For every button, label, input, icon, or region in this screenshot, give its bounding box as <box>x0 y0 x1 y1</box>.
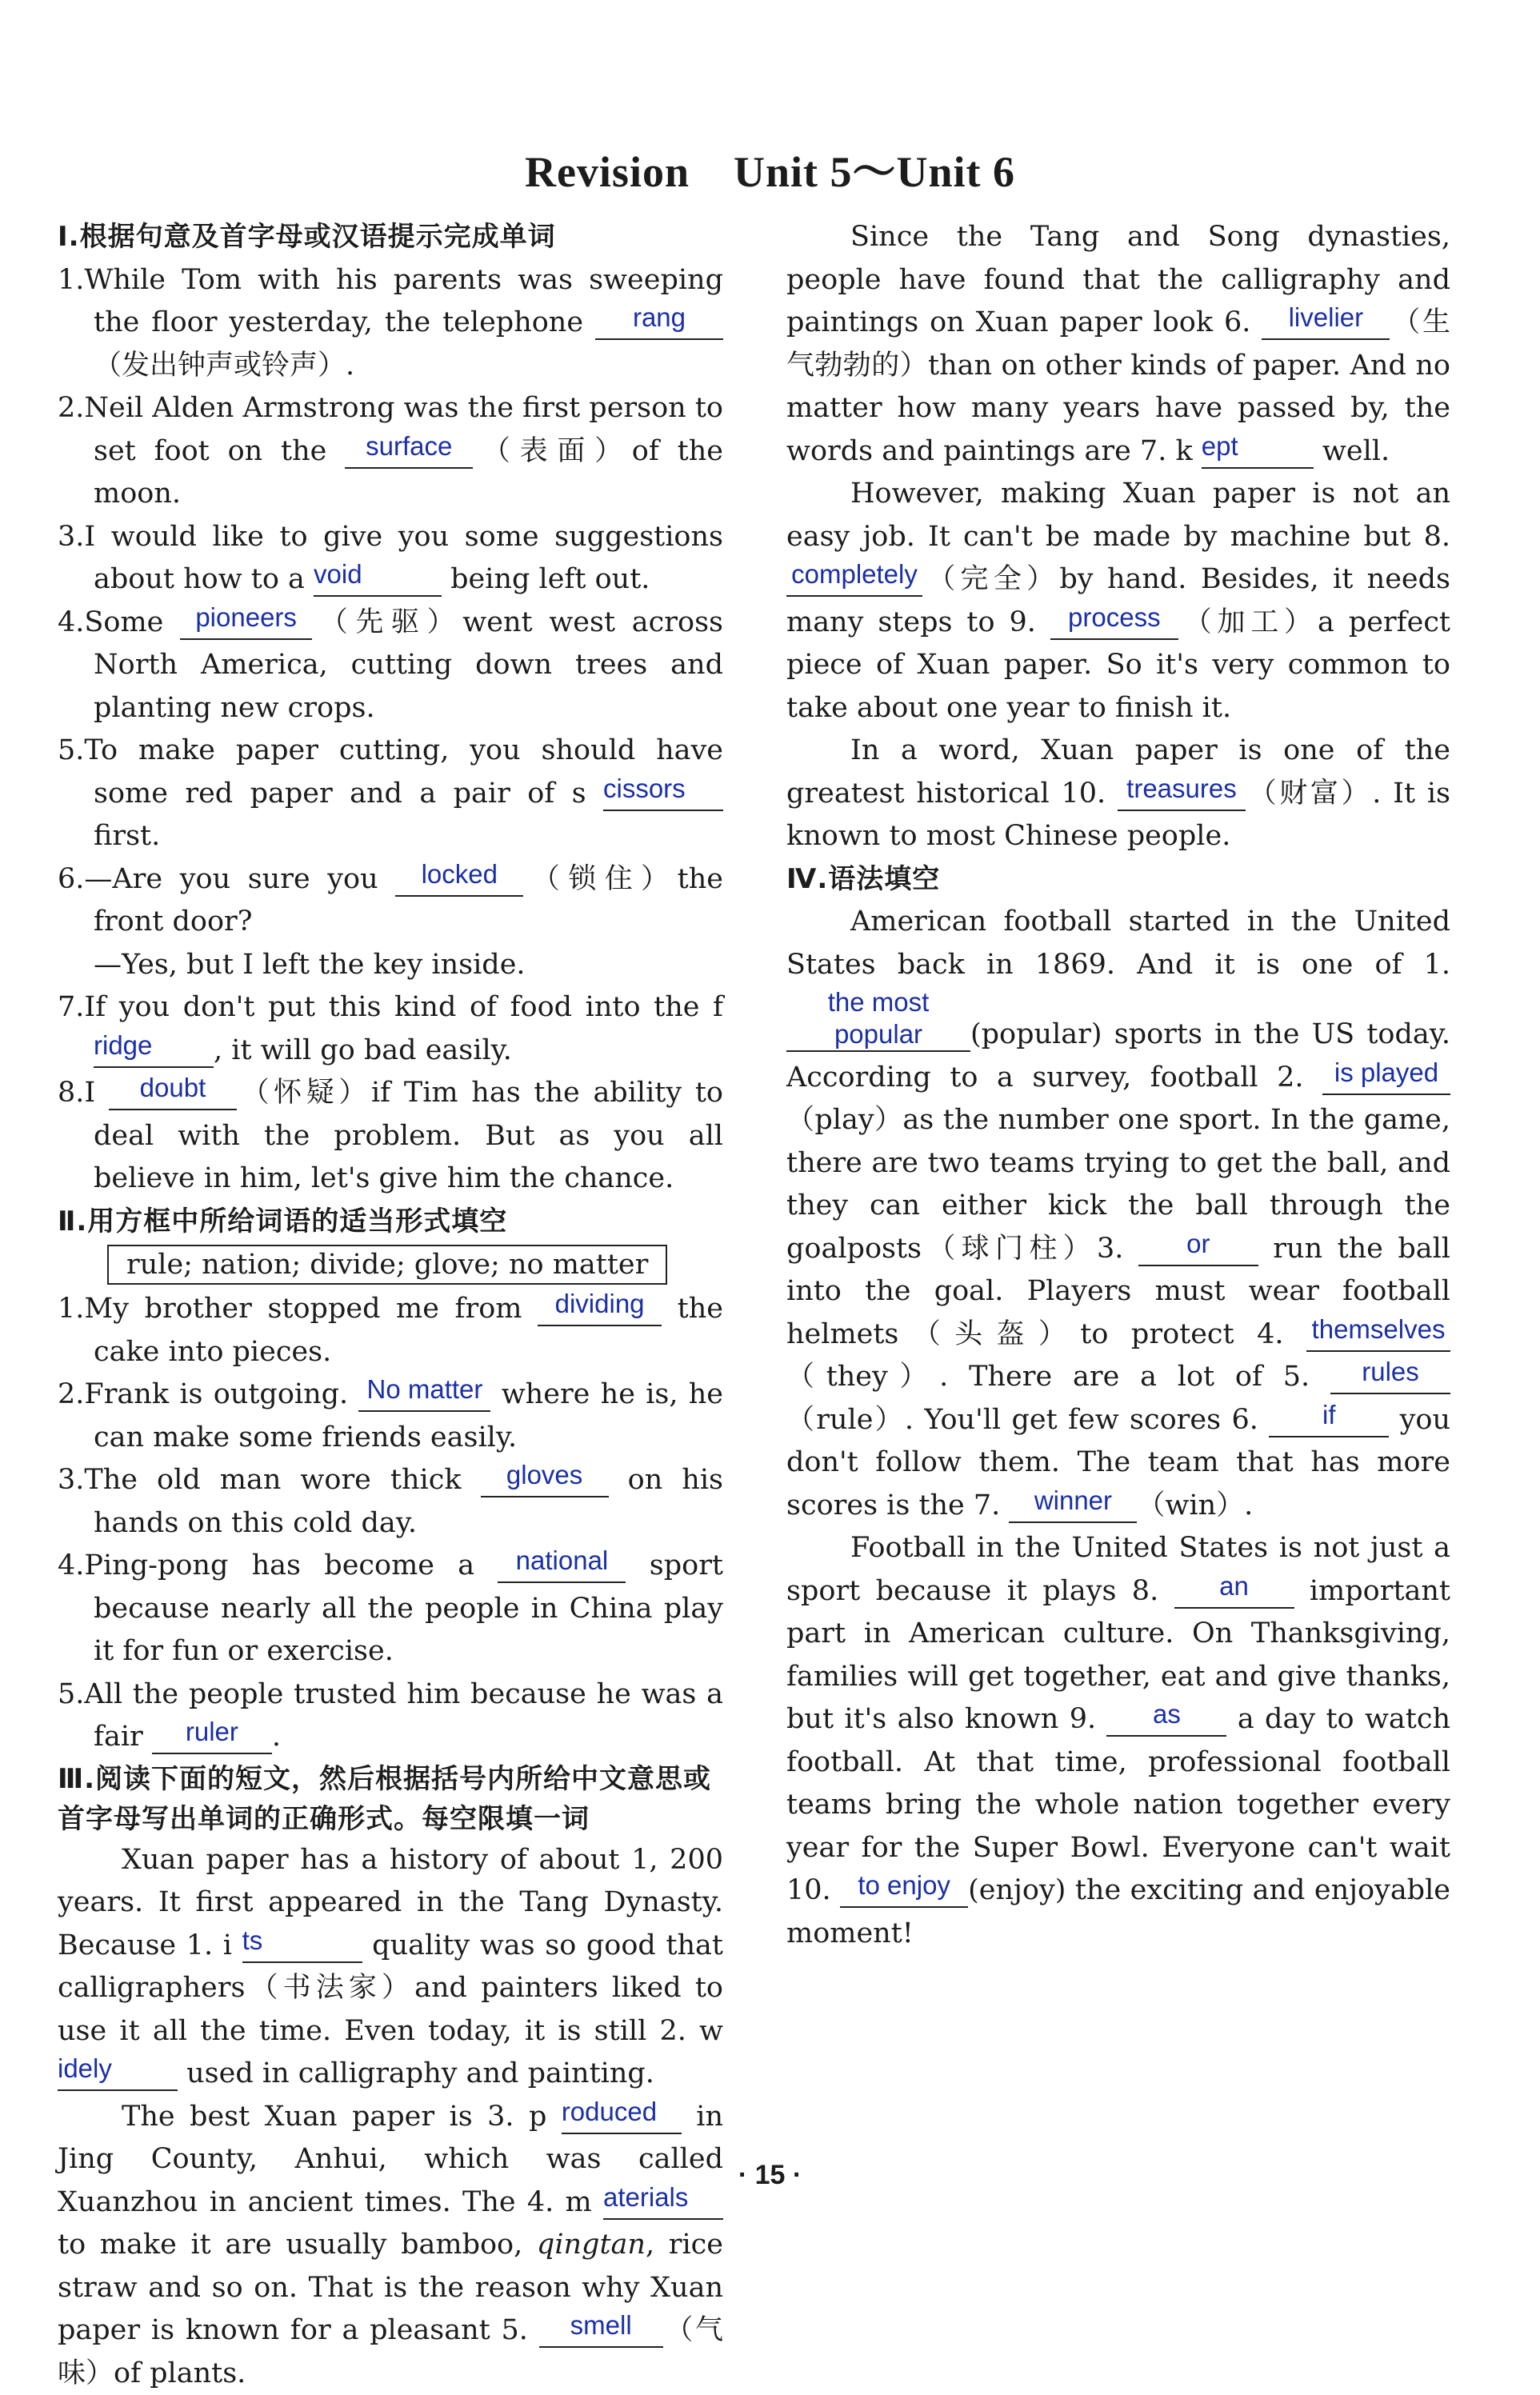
s1-question-7: 7.If you don't put this kind of food into the f ridge , it will go bad easily. <box>58 986 723 1072</box>
answer-blank[interactable]: process <box>1068 602 1161 632</box>
answer-blank[interactable]: surface <box>366 431 452 461</box>
s3-paragraph-2-start: The best Xuan paper is 3. p roduced in Jing County, Anhui, which was called Xuanzhou in ancient times. The 4. m aterials to make it are usually bamboo, qingtan, rice straw and so on. That is the reason why Xuan paper is known for a pleasant 5. smell （气味）of plants. <box>58 2096 723 2395</box>
answer-blank[interactable]: idely <box>58 2053 112 2083</box>
s3-paragraph-1: Xuan paper has a history of about 1, 200 years. It first appeared in the Tang Dynasty. Because 1. i ts quality was so good that calligraphers（书法家）and painters liked to use it all the time. Even today, it is still 2. w idely used in calligraphy and painting. <box>58 1839 723 2096</box>
s2-question-3: 3.The old man wore thick gloves on his hands on this cold day. <box>58 1459 723 1545</box>
answer-blank[interactable]: the most popular <box>828 987 930 1049</box>
s2-question-1: 1.My brother stopped me from dividing the cake into pieces. <box>58 1288 723 1373</box>
answer-blank[interactable]: gloves <box>506 1460 582 1489</box>
answer-blank[interactable]: smell <box>570 2310 632 2340</box>
answer-blank[interactable]: doubt <box>140 1073 206 1102</box>
answer-blank[interactable]: No matter <box>367 1374 483 1404</box>
section4-heading: Ⅳ.语法填空 <box>786 858 1450 902</box>
left-column <box>58 216 723 2395</box>
answer-blank[interactable]: cissors <box>603 774 686 803</box>
answer-blank[interactable]: completely <box>791 559 918 589</box>
answer-blank[interactable]: an <box>1219 1571 1249 1601</box>
answer-blank[interactable]: dividing <box>555 1289 645 1318</box>
answer-blank[interactable]: winner <box>1034 1485 1112 1515</box>
s1-question-2: 2.Neil Alden Armstrong was the first person to set foot on the surface （表面）of the moon. <box>58 387 723 516</box>
s3-paragraph-5: In a word, Xuan paper is one of the greatest historical 10. treasures （财富）. It is known to most Chinese people. <box>786 730 1450 858</box>
answer-blank[interactable]: livelier <box>1289 302 1364 332</box>
s2-question-4: 4.Ping-pong has become a national sport because nearly all the people in China play it for fun or exercise. <box>58 1545 723 1673</box>
section3-heading: Ⅲ.阅读下面的短文，然后根据括号内所给中文意思或首字母写出单词的正确形式。每空限填一词 <box>58 1759 723 1839</box>
answer-blank[interactable]: national <box>516 1545 609 1575</box>
s3-paragraph-4: However, making Xuan paper is not an easy job. It can't be made by machine but 8. completely （完全）by hand. Besides, it needs many steps to 9. process （加工）a perfect piece of Xuan paper. So it's very common to take about one year to finish it. <box>786 473 1450 730</box>
s1-question-8: 8.I doubt （怀疑）if Tim has the ability to deal with the problem. But as you all believe in him, let's give him the chance. <box>58 1072 723 1201</box>
answer-blank[interactable]: rules <box>1362 1357 1419 1386</box>
s1-question-1: 1.While Tom with his parents was sweeping the floor yesterday, the telephone rang（发出钟声或铃声）. <box>58 259 723 388</box>
answer-blank[interactable]: void <box>314 559 362 589</box>
s1-question-5: 5.To make paper cutting, you should have some red paper and a pair of s cissors first. <box>58 730 723 858</box>
s2-question-5: 5.All the people trusted him because he was a fair ruler . <box>58 1673 723 1759</box>
section1-heading: Ⅰ.根据句意及首字母或汉语提示完成单词 <box>58 216 723 259</box>
s1-question-6: 6.—Are you sure you locked （锁住）the front door? —Yes, but I left the key inside. <box>58 858 723 987</box>
answer-blank[interactable]: is played <box>1334 1058 1438 1087</box>
answer-blank[interactable]: or <box>1186 1229 1210 1258</box>
s2-question-2: 2.Frank is outgoing. No matter where he is, he can make some friends easily. <box>58 1373 723 1459</box>
answer-blank[interactable]: ruler <box>186 1717 238 1746</box>
s4-paragraph-2: Football in the United States is not just a sport because it plays 8. an important part in American culture. On Thanksgiving, families will get together, eat and give thanks, but it's also known 9. as a day to watch football. At that time, professional football teams bring the whole nation together every year for the Super Bowl. Everyone can't wait 10. to enjoy (enjoy) the exciting and enjoyable moment! <box>786 1527 1450 1955</box>
answer-blank[interactable]: as <box>1153 1699 1181 1729</box>
s3-paragraph-3: Since the Tang and Song dynasties, people have found that the calligraphy and paintings on Xuan paper look 6. livelier （生气勃勃的）than on other kinds of paper. And no matter how many years have passed by, the words and paintings are 7. k ept well. <box>786 216 1450 473</box>
answer-blank[interactable]: if <box>1322 1400 1336 1429</box>
word-box: rule; nation; divide; glove; no matter <box>107 1245 667 1285</box>
answer-blank[interactable]: locked <box>422 859 498 889</box>
s4-paragraph-1: American football started in the United States back in 1869. And it is one of 1.the most popular (popular) sports in the US today. According to a survey, football 2. is played（play）as the number one sport. In the game, there are two teams trying to get the ball, and they can either kick the ball through the goalposts（球门柱）3. or run the ball into the goal. Players must wear football helmets（头盔）to protect 4. themselves（they）. There are a lot of 5. rules（rule）. You'll get few scores 6. if you don't follow them. The team that has more scores is the 7. winner （win）. <box>786 901 1450 1527</box>
answer-blank[interactable]: ridge <box>94 1030 152 1060</box>
answer-blank[interactable]: aterials <box>603 2182 688 2212</box>
answer-blank[interactable]: ept <box>1202 431 1238 461</box>
s1-question-3: 3.I would like to give you some suggestions about how to a void being left out. <box>58 516 723 602</box>
page-number: · 15 · <box>0 2160 1540 2191</box>
answer-blank[interactable]: to enjoy <box>858 1870 950 1900</box>
section2-heading: Ⅱ.用方框中所给词语的适当形式填空 <box>58 1201 723 1244</box>
answer-blank[interactable]: pioneers <box>195 602 297 632</box>
answer-blank[interactable]: roduced <box>562 2097 657 2126</box>
answer-blank[interactable]: treasures <box>1126 774 1237 803</box>
page-title: Revision Unit 5～Unit 6 <box>0 138 1540 199</box>
answer-blank[interactable]: themselves <box>1312 1314 1446 1344</box>
right-column <box>786 216 1450 1955</box>
answer-blank[interactable]: ts <box>242 1925 263 1955</box>
s1-question-4: 4.Some pioneers （先驱）went west across North America, cutting down trees and planting new crops. <box>58 602 723 730</box>
answer-blank[interactable]: rang <box>633 302 686 332</box>
